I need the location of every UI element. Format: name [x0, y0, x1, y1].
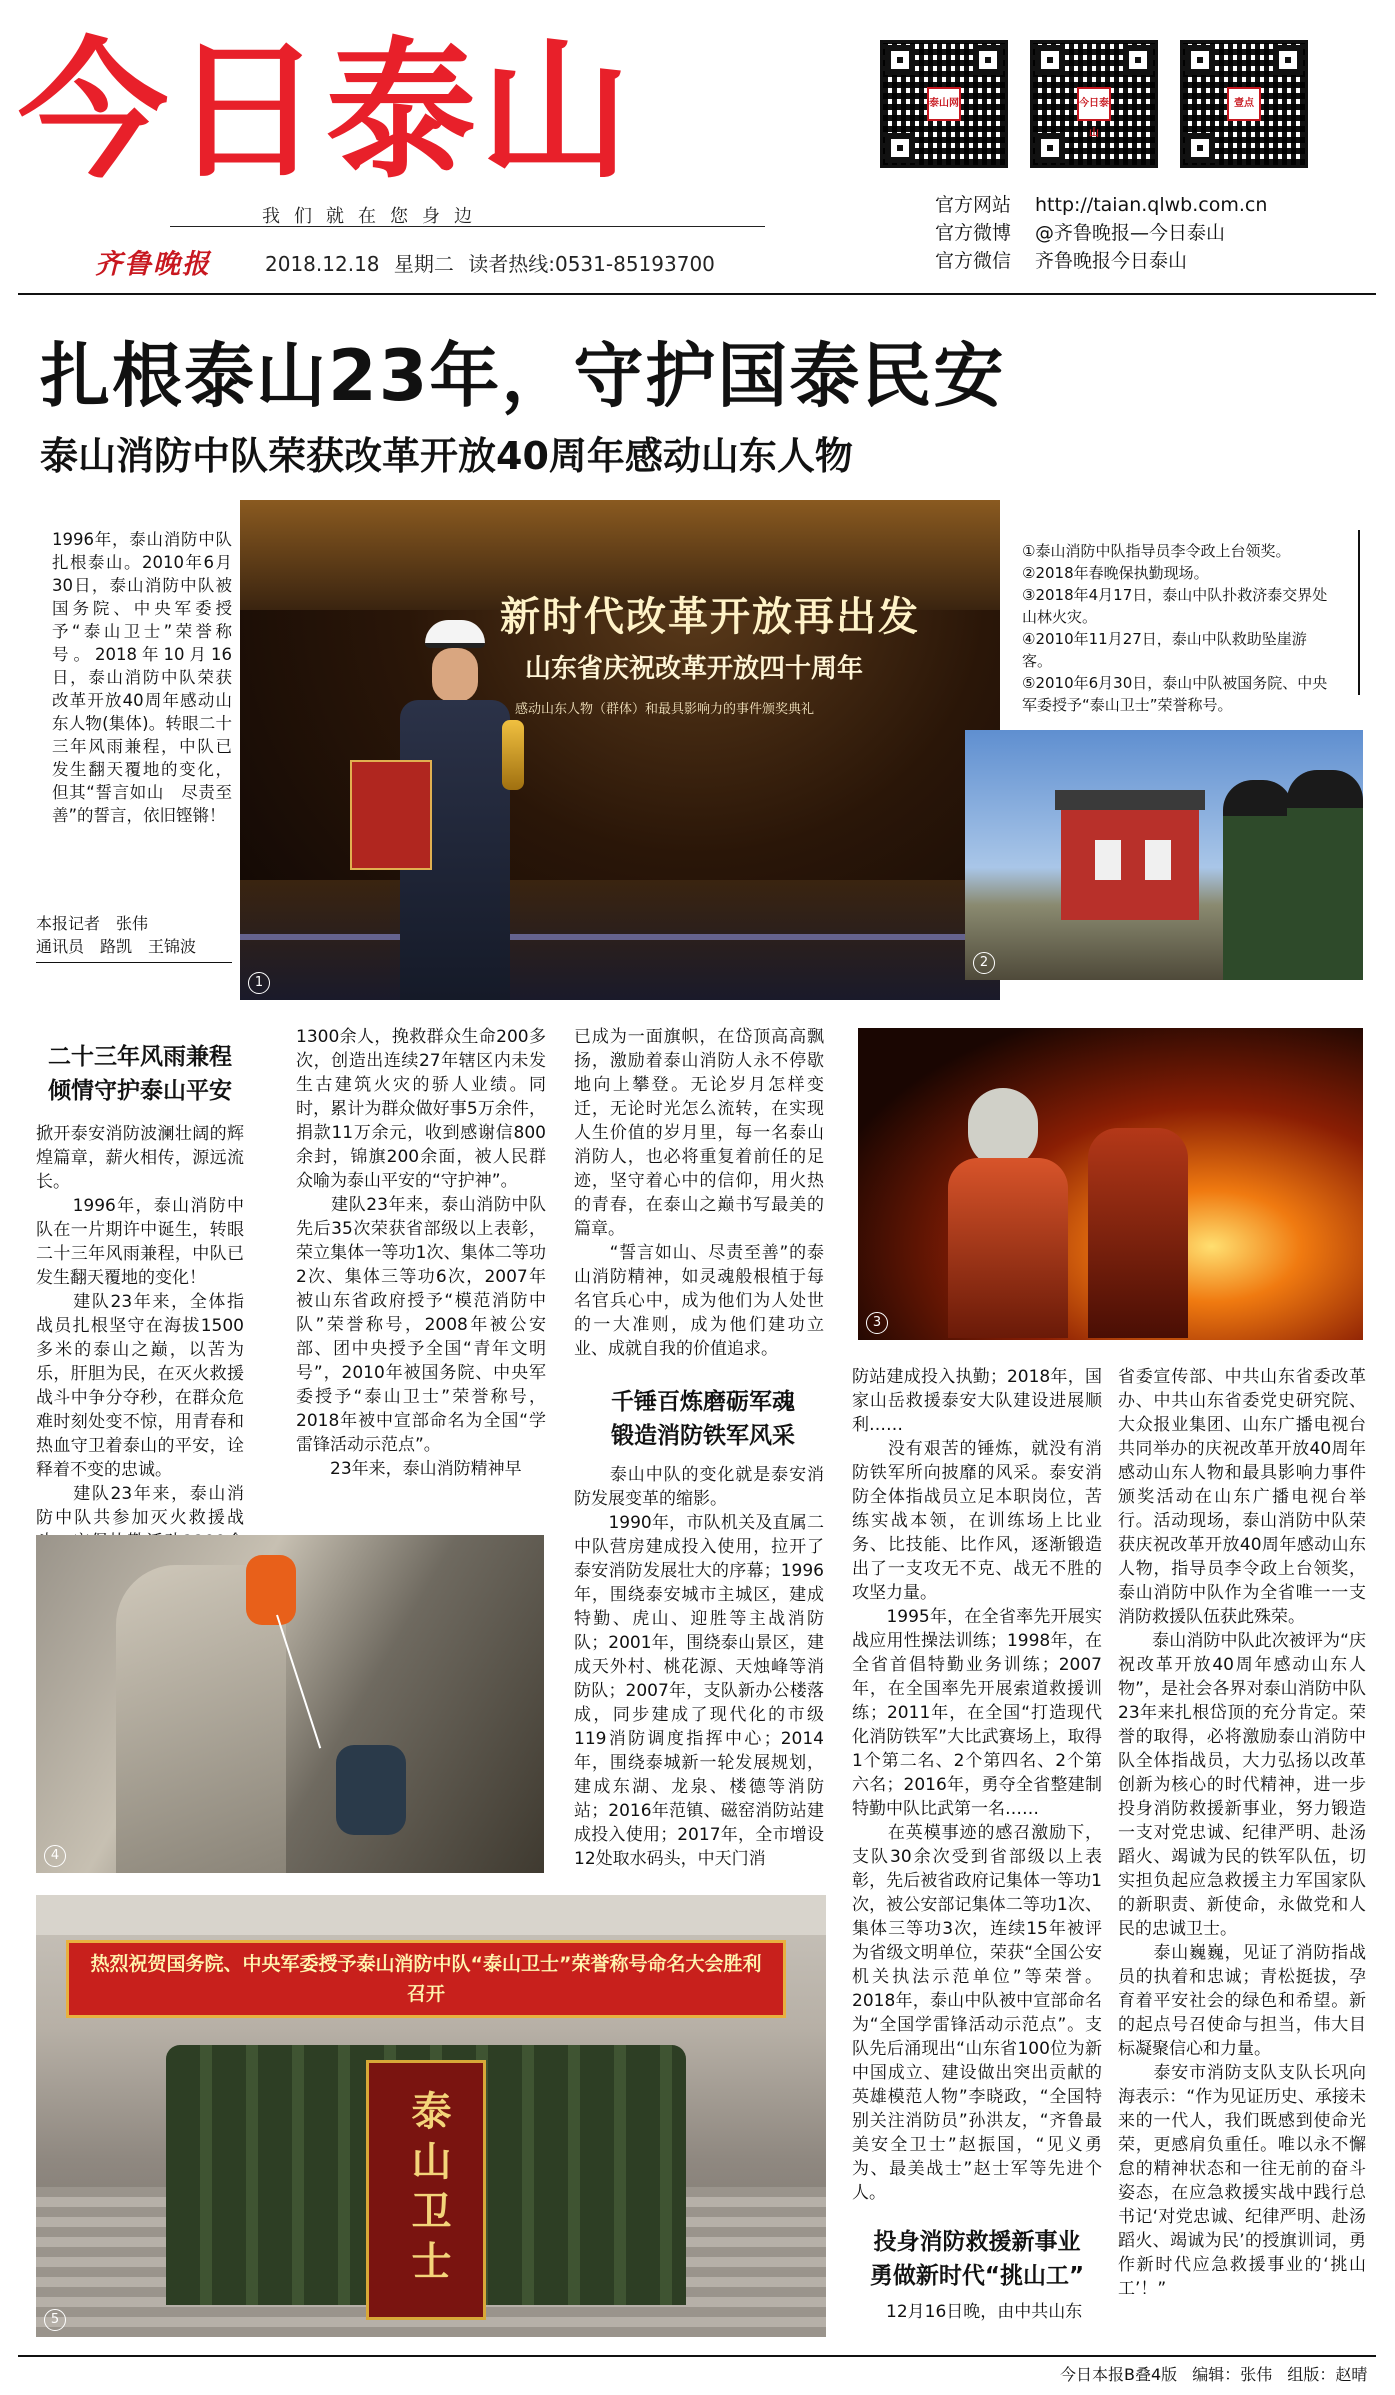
- photo-number: 1: [248, 972, 270, 994]
- temple-building: [1061, 810, 1199, 920]
- qr-code-yidian[interactable]: [1180, 40, 1308, 168]
- section2-title: [578, 1385, 828, 1453]
- section1-title: [40, 1040, 240, 1108]
- photo-forest-fire: [858, 1028, 1363, 1340]
- footer-layout: 组版：赵晴: [1287, 2365, 1368, 2384]
- caption-5: ⑤2010年6月30日，泰山中队被国务院、中央军委授予“泰山卫士”荣誉称号。: [1022, 674, 1328, 714]
- col3b-text: 泰山中队的变化就是泰安消防发展变革的缩影。 1990年，市队机关及直属二中队营房建成投入使用，拉开了泰安消防发展壮大的序幕；1996年，围绕泰安城市主城区，建成特勤、虎山、迎胜等主战消防队；2001年，围绕泰山景区，建成天外村、桃花源、天烛峰等消防队；2007年，支队新办公楼落成，同步建成了现代化的市级119消防调度指挥中心；2014年，围绕泰城新一轮发展规划，建成东湖、龙泉、楼德等消防站；2016年范镇、磁窑消防站建成投入使用；2017年，全市增设12处取水码头，中天门消: [574, 1465, 824, 1869]
- qr-label: 泰山网: [927, 87, 961, 121]
- temple-window: [1145, 840, 1171, 880]
- headline: 扎根泰山23年，守护国泰民安: [40, 335, 1006, 417]
- photo-number: 5: [44, 2309, 66, 2331]
- section1-title-line2: 倾情守护泰山平安: [48, 1078, 232, 1104]
- photo5-flag: 泰山卫士: [366, 2060, 486, 2320]
- contact-key: 官方网站: [935, 194, 1012, 216]
- byline: [36, 912, 196, 958]
- officer-cap: [425, 620, 485, 648]
- hotline-number: 0531-85193700: [554, 252, 715, 276]
- issue-weekday: 星期二: [393, 252, 454, 276]
- caption-4: ④2010年11月27日，泰山中队救助坠崖游客。: [1022, 630, 1307, 670]
- qr-code-jinri-taishan[interactable]: [1030, 40, 1158, 168]
- soldier-1: [1223, 780, 1293, 980]
- photo-captions: [1022, 540, 1332, 716]
- photo-award-ceremony: [240, 500, 1000, 1000]
- section2-title-line1: 千锤百炼磨砺军魂: [611, 1389, 795, 1415]
- temple-roof: [1055, 790, 1205, 810]
- section3-title-line2: 勇做新时代“挑山工”: [869, 2263, 1085, 2289]
- col4b-text: 12月16日晚，由中共山东: [852, 2302, 1083, 2322]
- photo1-banner-title: 新时代改革开放再出发: [500, 594, 920, 640]
- footer-editor: 编辑：张伟: [1192, 2365, 1273, 2384]
- paper-name: 齐鲁晚报: [95, 249, 211, 280]
- photo-number: 4: [44, 1845, 66, 1867]
- photo-cliff-rescue: [36, 1535, 544, 1873]
- contact-value[interactable]: http://taian.qlwb.com.cn: [1035, 194, 1268, 216]
- contact-value[interactable]: @齐鲁晚报—今日泰山: [1035, 222, 1226, 244]
- firefighter-1: [948, 1158, 1068, 1338]
- qr-code-taishan-net[interactable]: [880, 40, 1008, 168]
- qr-label: 壹点: [1227, 87, 1261, 121]
- caption-3: ③2018年4月17日，泰山中队扑救济泰交界处山林火灾。: [1022, 586, 1328, 626]
- trophy: [502, 720, 524, 790]
- contact-weibo: [935, 218, 1225, 245]
- contact-key: 官方微博: [935, 222, 1012, 244]
- contact-key: 官方微信: [935, 250, 1012, 272]
- subheadline: 泰山消防中队荣获改革开放40周年感动山东人物: [40, 434, 853, 478]
- caption-1: ①泰山消防中队指导员李令政上台领奖。: [1022, 542, 1291, 560]
- masthead-logo: 今日泰山: [18, 25, 635, 199]
- temple-window: [1095, 840, 1121, 880]
- footer-divider: [18, 2355, 1376, 2357]
- caption-rule: [1358, 530, 1360, 695]
- byline-reporter: 本报记者 张伟: [36, 914, 149, 933]
- photo-number: 3: [866, 1312, 888, 1334]
- photo5-banner: 热烈祝贺国务院、中央军委授予泰山消防中队“泰山卫士”荣誉称号命名大会胜利召开: [66, 1940, 786, 2018]
- photo-patrol: [965, 730, 1363, 980]
- issue-date: 2018.12.18: [265, 252, 380, 276]
- rescued-person: [336, 1745, 406, 1835]
- contact-value[interactable]: 齐鲁晚报今日泰山: [1035, 250, 1188, 272]
- byline-correspondent: 通讯员 路凯 王锦波: [36, 937, 197, 956]
- section3-title-line1: 投身消防救援新事业: [873, 2229, 1081, 2255]
- issue-line: [265, 248, 723, 277]
- firefighter-2: [1088, 1128, 1188, 1338]
- col5-text: 省委宣传部、中共山东省委改革办、中共山东省委党史研究院、大众报业集团、山东广播电视台共同举办的庆祝改革开放40周年感动山东人物和最具影响力事件颁奖活动在山东广播电视台举行。活动现场，泰山消防中队荣获庆祝改革开放40周年感动山东人物，指导员李令政上台领奖，泰山消防中队作为全省唯一一支消防救援队伍获此殊荣。 泰山消防中队此次被评为“庆祝改革开放40周年感动山东人物”，是社会各界对泰山消防中队23年来扎根岱顶的充分肯定。荣誉的取得，必将激励泰山消防中队全体指战员，大力弘扬以改革创新为核心的时代精神，进一步投身消防救援新事业，努力锻造一支对党忠诚、纪律严明、赴汤蹈火、竭诚为民的铁军队伍，切实担负起应急救援主力军国家队的新职责、新使命，永做党和人民的忠诚卫士。 泰山巍巍，见证了消防指战员的执着和忠诚；青松挺拔，孕育着平安社会的绿色和希望。新的起点号召使命与担当，伟大目标凝聚信心和力量。 泰安市消防支队支队长巩向海表示：“作为见证历史、承接未来的一代人，我们既感到使命光荣，更感肩负重任。唯以永不懈怠的精神状态和一往无前的奋斗姿态，在应急救援实战中践行总书记‘对党忠诚、纪律严明、赴汤蹈火、竭诚为民’的授旗训词，勇作新时代应急救援事业的‘挑山工’！”: [1118, 1367, 1366, 2299]
- col1-text: 掀开泰安消防波澜壮阔的辉煌篇章，薪火相传，源远流长。 1996年，泰山消防中队在一片期许中诞生，转眼二十三年风雨兼程，中队已发生翻天覆地的变化！ 建队23年来，全体指战员扎根坚守在海拔1500多米的泰山之巅，以苦为乐，肝胆为民，在灭火救援战斗中争分夺秒，在群众危难时刻处变不惊，用青春和热血守卫着泰山的平安，诠释着不变的忠诚。 建队23年来，泰山消防中队共参加灭火救援战: [36, 1124, 244, 1528]
- col3-text: 已成为一面旗帜，在岱顶高高飘扬，激励着泰山消防人永不停歇地向上攀登。无论岁月怎样变迁，无论时光怎么流转，在实现人生价值的岁月里，每一名泰山消防人，也必将重复着前任的足迹，坚守着心中的信仰，用火热的青春，在泰山之巅书写最美的篇章。 “誓言如山、尽责至善”的泰山消防精神，如灵魂般根植于每名官兵心中，成为他们为人处世的一大准则，成为他们建功立业、成就自我的价值追求。: [574, 1027, 824, 1359]
- caption-2: ②2018年春晚保执勤现场。: [1022, 564, 1209, 582]
- officer-face: [432, 648, 478, 702]
- certificate: [350, 760, 432, 870]
- qr-label: 今日泰山: [1077, 87, 1111, 121]
- rescuer-orange: [246, 1555, 296, 1625]
- col4-text: 防站建成投入执勤；2018年，国家山岳救援泰安大队建设进展顺利…… 没有艰苦的锤炼，就没有消防铁军所向披靡的风采。泰安消防全体指战员立足本职岗位，苦练实战本领，在训练场上比业务、比技能、比作风，逐渐锻造出了一支攻无不克、战无不胜的攻坚力量。 1995年，在全省率先开展实战应用性操法训练；1998年，在全省首倡特勤业务训练；2007年，在全国率先开展索道救援训练；2011年，在全国“打造现代化消防铁军”大比武赛场上，取得1个第二名、2个第四名、2个第六名；2016年，勇夺全省整建制特勤中队比武第一名…… 在英模事迹的感召激励下，支队30余次受到省部级以上表彰，先后被省政府记集体一等功1次，被公安部记集体二等功1次、集体三等功3次，连续15年被评为省级文明单位，荣获“全国公安机关执法示范单位”等荣誉。2018年，泰山中队被中宣部命名为“全国学雷锋活动示范点”。支队先后涌现出“山东省100位为新中国成立、建设做出突出贡献的英雄模范人物”李晓政，“全国特别关注消防员”孙洪友，“齐鲁最美安全卫士”赵振国，“见义勇为、最美战士”赵士军等先进个人。: [852, 1367, 1102, 2203]
- firefighter-helmet: [968, 1088, 1038, 1168]
- hotline-label: 读者热线:: [468, 252, 555, 276]
- building-top: [36, 1895, 826, 1935]
- footer: [1060, 2362, 1367, 2385]
- contact-website: [935, 190, 1267, 217]
- slogan: 我们就在您身边: [262, 206, 486, 227]
- col2-text: 1300余人，挽救群众生命200多次，创造出连续27年辖区内未发生古建筑火灾的骄人业绩。同时，累计为群众做好事5万余件，捐款11万余元，收到感谢信800余封，锦旗200余面，被人民群众喻为泰山平安的“守护神”。 建队23年来，泰山消防中队先后35次荣获省部级以上表彰，荣立集体一等功1次、集体二等功2次、集体三等功6次，2007年被山东省政府授予“模范消防中队”荣誉称号，2008年被公安部、团中央授予全国“青年文明号”，2010年被国务院、中央军委授予“泰山卫士”荣誉称号，2018年被中宣部命名为全国“学雷锋活动示范点”。 23年来，泰山消防精神早: [296, 1027, 546, 1479]
- contact-wechat: [935, 246, 1187, 273]
- section2-title-line2: 锻造消防铁军风采: [611, 1423, 795, 1449]
- lead-paragraph: 1996年，泰山消防中队扎根泰山。2010年6月30日，泰山消防中队被国务院、中央军委授予“泰山卫士”荣誉称号。2018年10月16日，泰山消防中队荣获改革开放40周年感动山东人物(集体)。转眼二十三年风雨兼程，中队已发生翻天覆地的变化，但其“誓言如山 尽责至善”的誓言，依旧铿锵！: [52, 530, 232, 825]
- byline-rule: [36, 962, 232, 963]
- footer-page: 今日本报B叠4版: [1060, 2365, 1178, 2384]
- masthead-divider: [18, 293, 1376, 295]
- soldier-2: [1287, 770, 1363, 980]
- section1-title-line1: 二十三年风雨兼程: [48, 1044, 232, 1070]
- slogan-divider: [170, 226, 765, 227]
- photo1-banner-small: 感动山东人物（群体）和最具影响力的事件颁奖典礼: [515, 702, 815, 717]
- photo-number: 2: [973, 952, 995, 974]
- section3-title: [852, 2225, 1102, 2293]
- photo1-banner-sub: 山东省庆祝改革开放四十周年: [525, 654, 864, 684]
- photo-honor-ceremony: [36, 1895, 826, 2337]
